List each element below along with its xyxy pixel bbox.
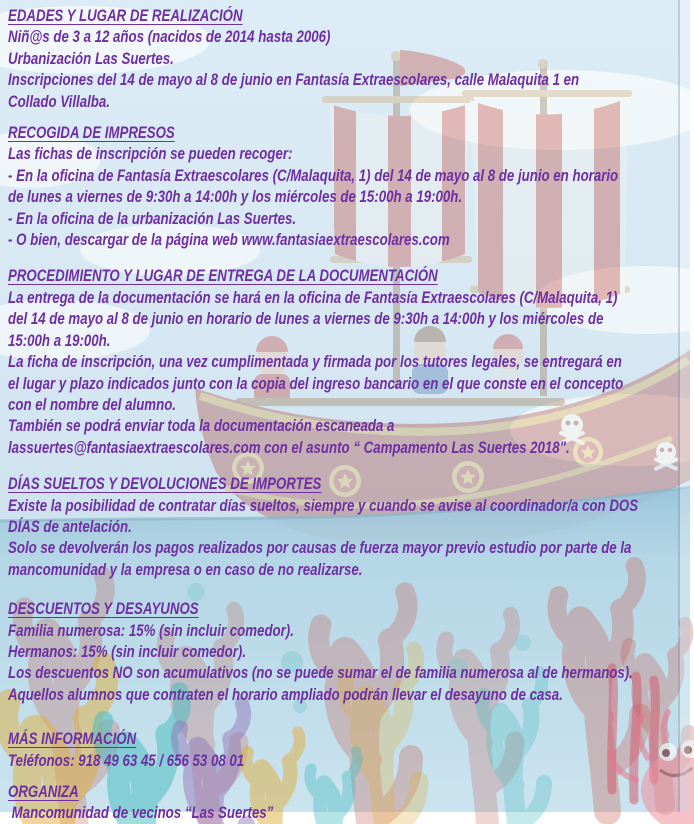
text-line: de lunes a viernes de 9:30h a 14:00h y los miércoles de 15:00h a 19:00h. [8, 187, 463, 207]
text-line: Existe la posibilidad de contratar días sueltos, siempre y cuando se avise al coordinador/a con DOS [8, 495, 639, 515]
text-line: También se podrá enviar toda la documentación escaneada a [8, 416, 395, 436]
section-heading: EDADES Y LUGAR DE REALIZACIÓN [8, 6, 243, 25]
section-heading: PROCEDIMIENTO Y LUGAR DE ENTREGA DE LA DOCUMENTACIÓN [8, 266, 438, 286]
text-line: Niñ@s de 3 a 12 años (nacidos de 2014 hasta 2006) [8, 27, 331, 47]
text-line: Familia numerosa: 15% (sin incluir comedor). [8, 620, 294, 640]
text-line: Los descuentos NO son acumulativos (no se puede sumar el de familia numerosa al de hermanos). [8, 663, 633, 683]
text-line: - O bien, descargar de la página web www.fantasiaextraescolares.com [8, 230, 450, 250]
text-line: con el nombre del alumno. [8, 394, 176, 414]
text-line: del 14 de mayo al 8 de junio en horario de lunes a viernes de 9:30h a 14:00h y los miércoles de [8, 309, 604, 329]
text-line: mancomunidad y la empresa o en caso de no realizarse. [8, 559, 363, 579]
text-line: La entrega de la documentación se hará en la oficina de Fantasía Extraescolares (C/Malaquita, 1) [8, 287, 618, 307]
section-heading: DESCUENTOS Y DESAYUNOS [8, 599, 199, 619]
section-edades [8, 5, 694, 112]
flyer-text [8, 5, 694, 824]
text-line: Urbanización Las Suertes. [8, 48, 174, 68]
section-organiza [8, 781, 694, 824]
section-heading: DÍAS SUELTOS Y DEVOLUCIONES DE IMPORTES [8, 474, 322, 494]
section-procedimiento [8, 265, 694, 458]
section-recogida [8, 122, 694, 250]
section-dias-sueltos [8, 473, 694, 580]
text-line: La ficha de inscripción, una vez cumplimentada y firmada por los tutores legales, se entregará en [8, 352, 622, 372]
section-descuentos [8, 598, 694, 705]
text-line: DÍAS de antelación. [8, 516, 132, 536]
text-line: 15:00h a 19:00h. [8, 330, 111, 350]
section-mas-informacion [8, 728, 694, 771]
text-line: Inscripciones del 14 de mayo al 8 de junio en Fantasía Extraescolares, calle Malaquita 1 en [8, 70, 580, 90]
text-line: Solo se devolverán los pagos realizados por causas de fuerza mayor previo estudio por parte de la [8, 538, 632, 558]
phone-numbers: Teléfonos: 918 49 63 45 / 656 53 08 01 [8, 750, 245, 770]
section-heading: MÁS INFORMACIÓN [8, 729, 137, 749]
text-line: lassuertes@fantasiaextraescolares.com con el asunto “ Campamento Las Suertes 2018". [8, 437, 570, 457]
text-line: el lugar y plazo indicados junto con la copia del ingreso bancario en el que conste en el concepto [8, 373, 624, 393]
text-line: Aquellos alumnos que contraten el horario ampliado podrán llevar el desayuno de casa. [8, 684, 563, 704]
text-line: Collado Villalba. [8, 91, 110, 111]
text-line: - En la oficina de la urbanización Las Suertes. [8, 208, 297, 228]
text-line: Las fichas de inscripción se pueden recoger: [8, 144, 293, 164]
organizer-name: Mancomunidad de vecinos “Las Suertes” [8, 803, 274, 823]
text-line: Hermanos: 15% (sin incluir comedor). [8, 641, 247, 661]
section-heading: RECOGIDA DE IMPRESOS [8, 123, 175, 143]
text-line: - En la oficina de Fantasía Extraescolares (C/Malaquita, 1) del 14 de mayo al 8 de junio en horario [8, 165, 619, 185]
section-heading: ORGANIZA [8, 782, 79, 801]
page-edge-margin [680, 0, 690, 812]
